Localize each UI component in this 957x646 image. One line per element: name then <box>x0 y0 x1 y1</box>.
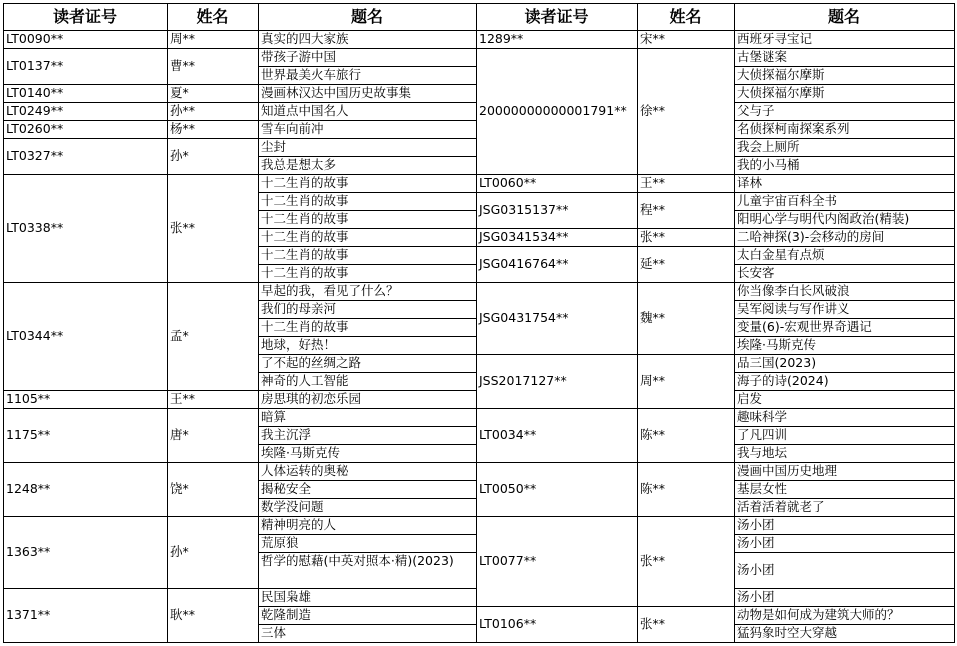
right-reader-name: 张** <box>637 606 734 642</box>
left-book-title: 我们的母亲河 <box>258 300 476 318</box>
left-reader-id: 1105** <box>3 390 167 408</box>
left-reader-id: 1175** <box>3 408 167 462</box>
grid-line <box>734 444 954 445</box>
grid-line <box>258 120 476 121</box>
grid-line <box>258 318 476 319</box>
right-book-title: 古堡谜案 <box>734 48 954 66</box>
right-book-title: 汤小团 <box>734 534 954 552</box>
grid-line <box>258 3 259 642</box>
grid-line <box>734 624 954 625</box>
right-reader-name: 王** <box>637 174 734 192</box>
grid-line <box>734 48 954 49</box>
grid-line <box>734 516 954 517</box>
right-book-title: 汤小团 <box>734 516 954 534</box>
grid-line <box>167 3 168 642</box>
left-reader-id: LT0344** <box>3 282 167 390</box>
right-book-title: 父与子 <box>734 102 954 120</box>
right-reader-id: JSS2017127** <box>476 354 637 408</box>
grid-line <box>476 3 477 642</box>
grid-line <box>258 336 476 337</box>
grid-line <box>258 156 476 157</box>
grid-line <box>3 516 258 517</box>
grid-line <box>734 390 954 391</box>
grid-line <box>734 588 954 589</box>
right-reader-name: 延** <box>637 246 734 282</box>
grid-line <box>3 282 258 283</box>
grid-line <box>3 588 258 589</box>
left-book-title: 三体 <box>258 624 476 642</box>
grid-line <box>734 102 954 103</box>
left-book-title: 早起的我，看见了什么？ <box>258 282 476 300</box>
left-header-reader-id: 读者证号 <box>3 3 167 30</box>
left-reader-name: 王** <box>167 390 258 408</box>
grid-line <box>3 120 258 121</box>
grid-line <box>734 354 954 355</box>
left-reader-name: 周** <box>167 30 258 48</box>
left-reader-name: 夏* <box>167 84 258 102</box>
grid-line <box>734 300 954 301</box>
left-book-title: 埃隆·马斯克传 <box>258 444 476 462</box>
right-reader-name: 陈** <box>637 462 734 516</box>
grid-line <box>258 588 476 589</box>
grid-line <box>734 3 735 642</box>
right-header-title: 题名 <box>734 3 954 30</box>
left-book-title: 人体运转的奥秘 <box>258 462 476 480</box>
grid-line <box>258 228 476 229</box>
right-book-title: 变量(6)-宏观世界奇遇记 <box>734 318 954 336</box>
left-reader-id: 1363** <box>3 516 167 588</box>
right-reader-id: LT0060** <box>476 174 637 192</box>
left-reader-name: 曹** <box>167 48 258 84</box>
right-book-title: 海子的诗(2024) <box>734 372 954 390</box>
left-book-title: 真实的四大家族 <box>258 30 476 48</box>
right-reader-id: 1289** <box>476 30 637 48</box>
grid-line <box>258 408 476 409</box>
grid-line <box>954 3 955 642</box>
grid-line <box>734 246 954 247</box>
grid-line <box>258 84 476 85</box>
left-book-title: 揭秘安全 <box>258 480 476 498</box>
left-book-title: 数学没问题 <box>258 498 476 516</box>
right-book-title: 大侦探福尔摩斯 <box>734 66 954 84</box>
right-book-title: 我与地坛 <box>734 444 954 462</box>
right-book-title: 趣味科学 <box>734 408 954 426</box>
left-reader-id: LT0260** <box>3 120 167 138</box>
grid-line <box>476 48 734 49</box>
right-book-title: 你当像李白长风破浪 <box>734 282 954 300</box>
right-book-title: 埃隆·马斯克传 <box>734 336 954 354</box>
grid-line <box>3 642 955 643</box>
grid-line <box>3 102 258 103</box>
right-book-title: 猛犸象时空大穿越 <box>734 624 954 642</box>
left-book-title: 民国枭雄 <box>258 588 476 606</box>
left-book-title: 乾隆制造 <box>258 606 476 624</box>
right-reader-name: 宋** <box>637 30 734 48</box>
grid-line <box>476 282 734 283</box>
grid-line <box>3 138 258 139</box>
left-book-title: 十二生肖的故事 <box>258 246 476 264</box>
grid-line <box>734 282 954 283</box>
grid-line <box>258 66 476 67</box>
grid-line <box>258 192 476 193</box>
right-reader-name: 周** <box>637 354 734 408</box>
left-book-title: 带孩子游中国 <box>258 48 476 66</box>
grid-line <box>734 606 954 607</box>
grid-line <box>734 84 954 85</box>
grid-line <box>476 174 734 175</box>
left-book-title: 精神明亮的人 <box>258 516 476 534</box>
grid-line <box>734 210 954 211</box>
grid-line <box>3 174 258 175</box>
left-header-name: 姓名 <box>167 3 258 30</box>
right-book-title: 品三国(2023) <box>734 354 954 372</box>
grid-line <box>734 120 954 121</box>
right-reader-id: 20000000000001791** <box>476 48 637 174</box>
grid-line <box>734 480 954 481</box>
grid-line <box>3 408 258 409</box>
grid-line <box>3 3 954 4</box>
grid-line <box>258 300 476 301</box>
right-reader-name: 张** <box>637 516 734 606</box>
left-reader-id: LT0140** <box>3 84 167 102</box>
left-reader-name: 唐* <box>167 408 258 462</box>
grid-line <box>258 372 476 373</box>
grid-line <box>258 516 476 517</box>
right-reader-name: 张** <box>637 228 734 246</box>
left-reader-id: LT0090** <box>3 30 167 48</box>
right-book-title: 西班牙寻宝记 <box>734 30 954 48</box>
grid-line <box>476 228 734 229</box>
grid-line <box>3 3 4 642</box>
grid-line <box>258 462 476 463</box>
right-book-title: 阳明心学与明代内阁政治(精装) <box>734 210 954 228</box>
right-reader-id: JSG0315137** <box>476 192 637 228</box>
grid-line <box>258 354 476 355</box>
grid-line <box>3 48 258 49</box>
grid-line <box>258 210 476 211</box>
grid-line <box>258 174 476 175</box>
grid-line <box>258 138 476 139</box>
left-reader-id: LT0338** <box>3 174 167 282</box>
grid-line <box>476 462 734 463</box>
grid-line <box>258 444 476 445</box>
grid-line <box>734 138 954 139</box>
grid-line <box>734 498 954 499</box>
left-book-title: 十二生肖的故事 <box>258 210 476 228</box>
right-book-title: 我会上厕所 <box>734 138 954 156</box>
left-book-title: 十二生肖的故事 <box>258 228 476 246</box>
grid-line <box>476 192 734 193</box>
grid-line <box>734 228 954 229</box>
grid-line <box>258 534 476 535</box>
right-book-title: 名侦探柯南探案系列 <box>734 120 954 138</box>
right-book-title: 汤小团 <box>734 552 954 588</box>
grid-line <box>258 264 476 265</box>
left-reader-name: 耿** <box>167 588 258 642</box>
right-book-title: 启发 <box>734 390 954 408</box>
left-book-title: 十二生肖的故事 <box>258 318 476 336</box>
left-reader-name: 张** <box>167 174 258 282</box>
right-book-title: 译林 <box>734 174 954 192</box>
left-book-title: 尘封 <box>258 138 476 156</box>
left-header-title: 题名 <box>258 3 476 30</box>
grid-line <box>3 390 258 391</box>
left-reader-name: 孟* <box>167 282 258 390</box>
left-book-title: 十二生肖的故事 <box>258 192 476 210</box>
right-reader-id: LT0077** <box>476 516 637 606</box>
grid-line <box>258 426 476 427</box>
grid-line <box>734 552 954 553</box>
right-book-title: 基层女性 <box>734 480 954 498</box>
right-book-title: 二哈神探(3)-会移动的房间 <box>734 228 954 246</box>
right-book-title: 长安客 <box>734 264 954 282</box>
left-reader-id: 1371** <box>3 588 167 642</box>
left-book-title: 房思琪的初恋乐园 <box>258 390 476 408</box>
left-book-title: 我总是想太多 <box>258 156 476 174</box>
right-reader-id: JSG0341534** <box>476 228 637 246</box>
left-reader-name: 孙* <box>167 138 258 174</box>
grid-line <box>258 606 476 607</box>
left-reader-id: 1248** <box>3 462 167 516</box>
right-header-name: 姓名 <box>637 3 734 30</box>
grid-line <box>258 624 476 625</box>
grid-line <box>734 318 954 319</box>
left-reader-name: 孙* <box>167 516 258 588</box>
right-reader-id: JSG0416764** <box>476 246 637 282</box>
grid-line <box>734 66 954 67</box>
left-book-title: 荒原狼 <box>258 534 476 552</box>
right-book-title: 大侦探福尔摩斯 <box>734 84 954 102</box>
right-book-title: 活着活着就老了 <box>734 498 954 516</box>
left-reader-id: LT0249** <box>3 102 167 120</box>
right-book-title: 动物是如何成为建筑大师的？ <box>734 606 954 624</box>
grid-line <box>258 102 476 103</box>
grid-line <box>734 174 954 175</box>
left-book-title: 地球，好热！ <box>258 336 476 354</box>
grid-line <box>734 462 954 463</box>
left-book-title: 暗算 <box>258 408 476 426</box>
grid-line <box>258 390 476 391</box>
grid-line <box>258 48 476 49</box>
grid-line <box>258 246 476 247</box>
grid-line <box>734 408 954 409</box>
grid-line <box>734 426 954 427</box>
grid-line <box>476 408 734 409</box>
grid-line <box>734 192 954 193</box>
right-reader-id: LT0034** <box>476 408 637 462</box>
left-reader-name: 孙** <box>167 102 258 120</box>
grid-line <box>476 516 734 517</box>
grid-line <box>258 552 476 553</box>
left-book-title: 漫画林汉达中国历史故事集 <box>258 84 476 102</box>
right-header-reader-id: 读者证号 <box>476 3 637 30</box>
right-reader-name: 徐** <box>637 48 734 174</box>
left-reader-id: LT0137** <box>3 48 167 84</box>
right-book-title: 汤小团 <box>734 588 954 606</box>
grid-line <box>3 84 258 85</box>
grid-line <box>734 264 954 265</box>
grid-line <box>734 156 954 157</box>
grid-line <box>258 498 476 499</box>
left-book-title: 世界最美火车旅行 <box>258 66 476 84</box>
left-reader-name: 饶* <box>167 462 258 516</box>
grid-line <box>258 282 476 283</box>
grid-line <box>476 246 734 247</box>
right-book-title: 吴军阅读与写作讲义 <box>734 300 954 318</box>
grid-line <box>734 534 954 535</box>
left-book-title: 十二生肖的故事 <box>258 174 476 192</box>
right-book-title: 我的小马桶 <box>734 156 954 174</box>
right-reader-name: 魏** <box>637 282 734 354</box>
grid-line <box>734 336 954 337</box>
right-reader-id: LT0050** <box>476 462 637 516</box>
left-book-title: 知道点中国名人 <box>258 102 476 120</box>
grid-line <box>637 3 638 642</box>
right-reader-id: JSG0431754** <box>476 282 637 354</box>
left-reader-name: 杨** <box>167 120 258 138</box>
right-book-title: 漫画中国历史地理 <box>734 462 954 480</box>
grid-line <box>3 30 954 31</box>
right-reader-id: LT0106** <box>476 606 637 642</box>
right-reader-name: 陈** <box>637 408 734 462</box>
left-book-title: 雪车向前冲 <box>258 120 476 138</box>
left-reader-id: LT0327** <box>3 138 167 174</box>
right-book-title: 太白金星有点烦 <box>734 246 954 264</box>
right-reader-name: 程** <box>637 192 734 228</box>
grid-line <box>734 372 954 373</box>
grid-line <box>476 606 734 607</box>
left-book-title: 我主沉浮 <box>258 426 476 444</box>
right-book-title: 了凡四训 <box>734 426 954 444</box>
left-book-title: 神奇的人工智能 <box>258 372 476 390</box>
grid-line <box>258 480 476 481</box>
left-book-title: 哲学的慰藉(中英对照本·精)(2023) <box>258 552 476 588</box>
grid-line <box>3 462 258 463</box>
left-book-title: 了不起的丝绸之路 <box>258 354 476 372</box>
left-book-title: 十二生肖的故事 <box>258 264 476 282</box>
right-book-title: 儿童宇宙百科全书 <box>734 192 954 210</box>
grid-line <box>476 354 734 355</box>
